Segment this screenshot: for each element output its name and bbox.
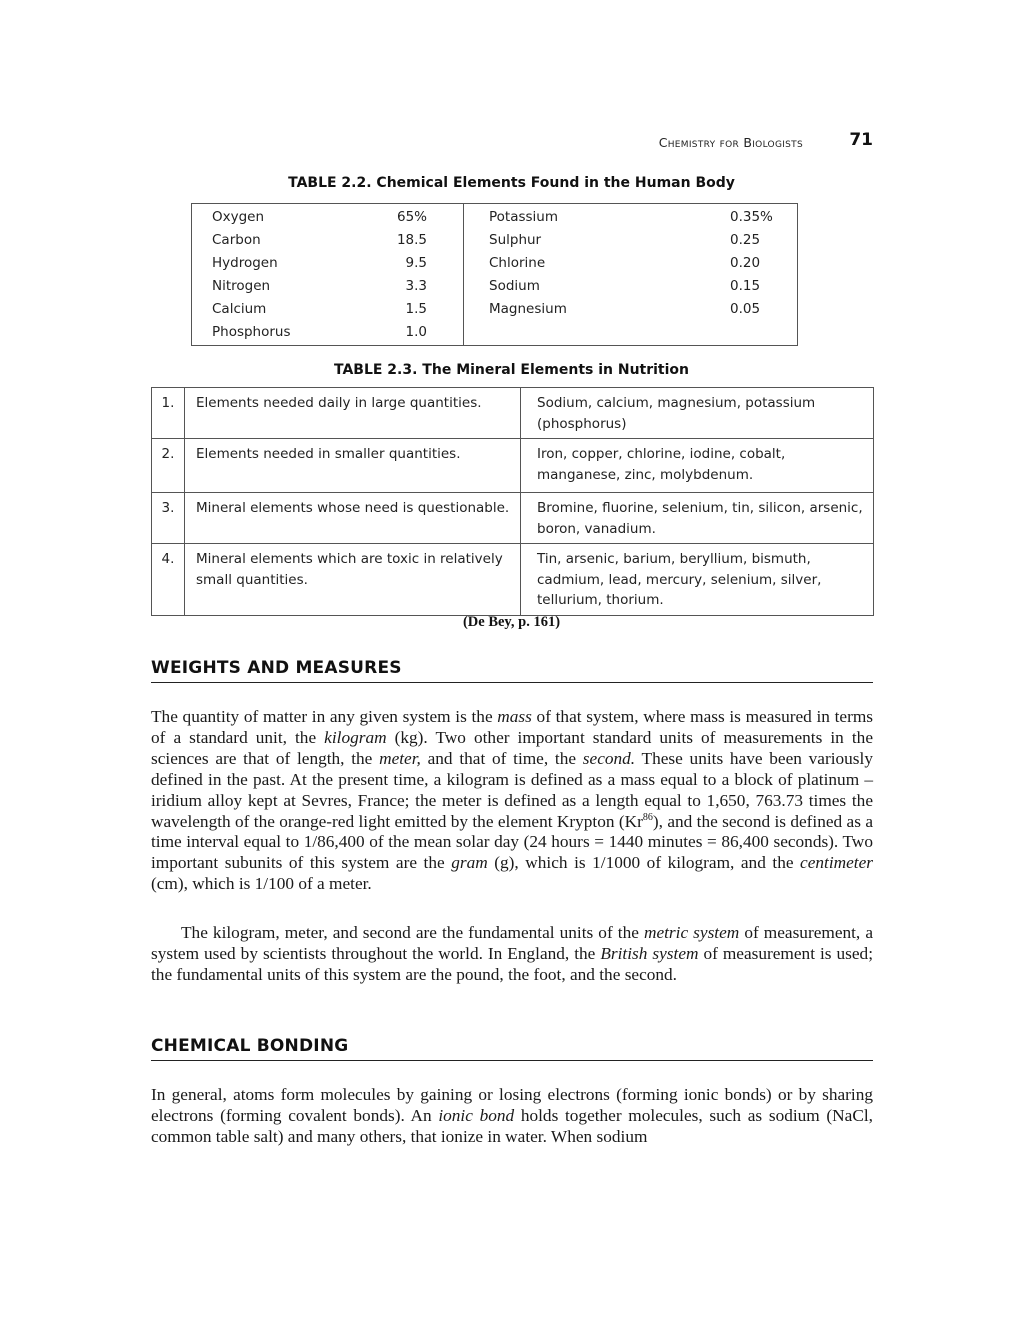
- running-head: [560, 130, 873, 154]
- element-name: Sulphur: [489, 232, 542, 248]
- paragraph: In general, atoms form molecules by gaining or losing electrons (forming ionic bonds) or by sharing electrons (forming covalent bonds). An ionic bond holds together molecules, such as sodium (NaCl, common table salt) and many others, that ionize in water. When sodium: [151, 1085, 873, 1146]
- table-row: [152, 439, 874, 493]
- element-name: Phosphorus: [212, 324, 291, 340]
- element-percent: 0.25: [730, 232, 761, 248]
- table-2-3: [151, 387, 874, 616]
- row-elements: Sodium, calcium, magnesium, potassium (phosphorus): [521, 388, 874, 439]
- element-percent: 3.3: [405, 278, 427, 294]
- table-row: [152, 493, 874, 544]
- element-name: Hydrogen: [212, 255, 278, 271]
- term-italic: gram: [451, 853, 488, 873]
- table-citation: (De Bey, p. 161): [462, 614, 561, 630]
- table-2-3-caption: TABLE 2.3. The Mineral Elements in Nutrition: [333, 362, 690, 378]
- element-percent: 9.5: [405, 255, 427, 271]
- term-italic: mass: [497, 707, 532, 726]
- term-italic: ionic bond: [438, 1105, 515, 1125]
- element-percent: 65%: [396, 209, 427, 225]
- term-italic: centimeter: [800, 853, 873, 873]
- section-heading-bonding: CHEMICAL BONDING: [151, 1036, 873, 1061]
- row-description: Elements needed daily in large quantities.: [185, 388, 521, 439]
- table-divider: [463, 204, 464, 345]
- element-percent: 18.5: [396, 232, 427, 248]
- element-percent: 1.5: [405, 301, 427, 317]
- table-2-2: [191, 203, 798, 346]
- term-italic: meter,: [379, 748, 421, 768]
- element-name: Sodium: [489, 278, 540, 294]
- element-name: Potassium: [489, 209, 559, 225]
- table-row: [152, 388, 874, 439]
- row-description: Elements needed in smaller quantities.: [185, 439, 521, 493]
- element-name: Magnesium: [489, 301, 567, 317]
- paragraph: The quantity of matter in any given system is the mass of that system, where mass is measured in terms of a standard unit, the kilogram (kg). Two other important standard units of measurements in the sciences are that of length, the meter, and that of time, the second. These units have been variously defined in the past. At the present time, a kilogram is defined as a mass equal to a block of platinum – iridium alloy kept at Sevres, France; the meter is defined as a length equal to 1,650, 763.73 times the wavelength of the orange-red light emitted by the element Krypton (Kr$^{86}$), and the second is defined as a time interval equal to 1/86,400 of the mean solar day (24 hours = 1440 minutes = 86,400 seconds). Two important subunits of this system are the gram (g), which is 1/1000 of kilogram, and the centimeter (cm), which is 1/100 of a meter.: [151, 707, 874, 894]
- paragraph: The kilogram, meter, and second are the fundamental units of the metric system of measurement, a system used by scientists throughout the world. In England, the British system of measurement is used; the fundamental units of this system are the pound, the foot, and the second.: [151, 923, 873, 984]
- row-number: 3.: [152, 493, 185, 544]
- row-description: Mineral elements whose need is questionable.: [185, 493, 521, 544]
- element-name: Calcium: [212, 301, 267, 317]
- term-italic: second.: [582, 748, 636, 768]
- section-heading-weights: WEIGHTS AND MEASURES: [151, 658, 873, 683]
- table-2-2-caption: TABLE 2.2. Chemical Elements Found in the Human Body: [288, 175, 735, 191]
- term-italic: kilogram: [324, 727, 387, 747]
- element-name: Carbon: [212, 232, 261, 248]
- term-italic: metric system: [643, 923, 740, 942]
- row-elements: Bromine, fluorine, selenium, tin, silicon, arsenic, boron, vanadium.: [521, 493, 874, 544]
- element-name: Chlorine: [489, 255, 546, 271]
- row-elements: Tin, arsenic, barium, beryllium, bismuth, cadmium, lead, mercury, selenium, silver, tellurium, thorium.: [521, 544, 874, 616]
- page-number: 71: [849, 130, 873, 150]
- element-name: Oxygen: [212, 209, 265, 225]
- running-title: Chemistry for Biologists: [658, 135, 803, 150]
- row-number: 4.: [152, 544, 185, 616]
- element-percent: 0.35%: [730, 209, 773, 225]
- row-elements: Iron, copper, chlorine, iodine, cobalt, manganese, zinc, molybdenum.: [521, 439, 874, 493]
- term-italic: British system: [600, 943, 699, 963]
- element-percent: 0.15: [730, 278, 761, 294]
- row-number: 2.: [152, 439, 185, 493]
- table-row: [152, 544, 874, 616]
- superscript: 86: [642, 811, 653, 823]
- element-name: Nitrogen: [212, 278, 271, 294]
- element-percent: 1.0: [405, 324, 427, 340]
- row-description: Mineral elements which are toxic in relatively small quantities.: [185, 544, 521, 616]
- element-percent: 0.20: [730, 255, 761, 271]
- element-percent: 0.05: [730, 301, 761, 317]
- row-number: 1.: [152, 388, 185, 439]
